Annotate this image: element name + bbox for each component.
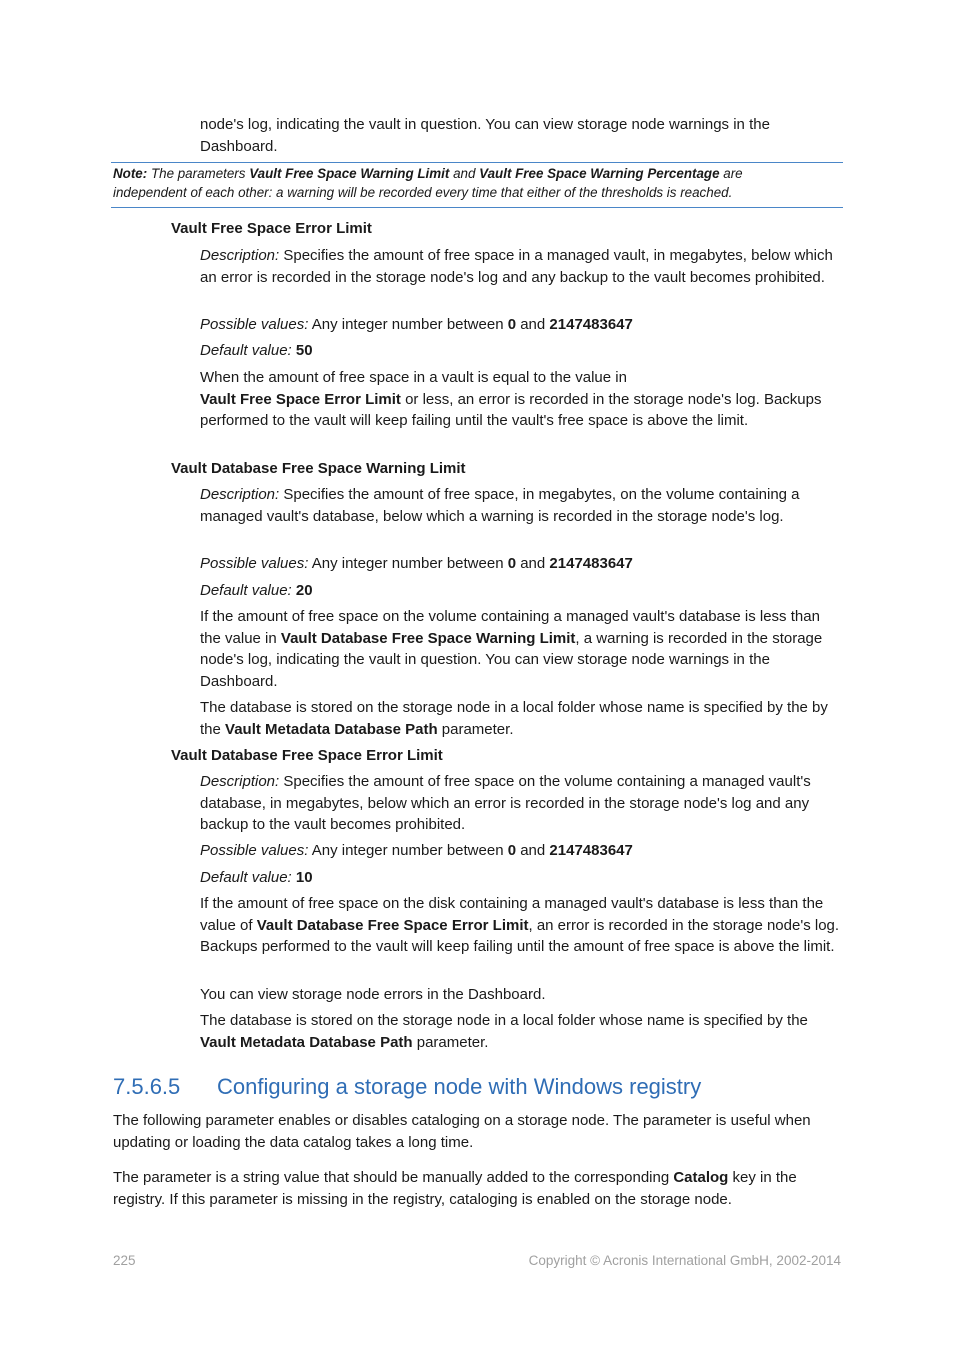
- param3-dashboard-note: You can view storage node errors in the Dashboard.: [200, 986, 546, 1003]
- paragraph-text: The parameter is a string value that should be manually added to the corresponding: [113, 1169, 674, 1186]
- database-note-text: parameter.: [437, 720, 514, 738]
- possible-values-text: Any integer number between: [308, 842, 508, 859]
- intro-line-2: Dashboard.: [200, 137, 278, 155]
- param-reference: Vault Metadata Database Path: [200, 1033, 413, 1051]
- default-value: 50: [295, 342, 313, 359]
- database-note-text: parameter.: [412, 1033, 489, 1051]
- explanation-text: If the amount of free space on the disk containing a managed vault's database is less than the value of: [200, 895, 824, 934]
- param-reference: Vault Database Free Space Warning Limit: [280, 629, 576, 647]
- param2-description: [200, 484, 842, 527]
- description-text: Specifies the amount of free space on the volume containing a managed vault's database, in megabytes, below which an error is recorded in the storage node's log and any backup to the vault becomes prohibited.: [200, 773, 811, 833]
- param1-default-value: [200, 340, 842, 362]
- param1-possible-values: [200, 314, 842, 336]
- section-paragraph-1: The following parameter enables or disables cataloging on a storage node. The parameter is useful when updating or loading the data catalog takes a long time.: [113, 1112, 811, 1151]
- param2-database-note: [200, 697, 842, 740]
- note-line-2: independent of each other: a warning will be recorded every time that either of the thresholds is reached.: [113, 185, 733, 200]
- min-value: 0: [507, 316, 517, 333]
- description-label: Description:: [200, 247, 280, 264]
- default-value-label: Default value:: [200, 582, 292, 599]
- param2-possible-values: [200, 553, 842, 575]
- max-value: 2147483647: [549, 316, 633, 333]
- param-reference: Vault Database Free Space Error Limit: [256, 916, 529, 934]
- catalog-key: Catalog: [673, 1169, 729, 1186]
- note-param-2: Vault Free Space Warning Percentage: [479, 166, 720, 181]
- param3-description: [200, 771, 842, 836]
- database-note-text: The database is stored on the storage node in a local folder whose name is specified by the: [200, 1012, 808, 1029]
- param1-description: [200, 245, 842, 288]
- note-line-1: [113, 164, 841, 183]
- max-value: 2147483647: [549, 842, 633, 859]
- max-value: 2147483647: [549, 555, 633, 572]
- param3-default-value: [200, 867, 842, 889]
- database-note-text: The database is stored on the storage node in a local folder whose name is specified by the by the: [200, 699, 828, 738]
- section-title: Configuring a storage node with Windows registry: [217, 1074, 702, 1099]
- section-number: 7.5.6.5: [113, 1074, 181, 1099]
- possible-values-label: Possible values:: [200, 842, 309, 859]
- possible-values-text: Any integer number between: [308, 316, 508, 333]
- default-value-label: Default value:: [200, 869, 292, 886]
- param1-explanation: [200, 367, 842, 432]
- note-param-1: Vault Free Space Warning Limit: [249, 166, 450, 181]
- min-value: 0: [507, 555, 517, 572]
- param3-explanation: [200, 893, 842, 958]
- default-value: 10: [295, 869, 313, 886]
- note-text-1: The parameters: [147, 166, 250, 181]
- param3-database-note: [200, 1010, 842, 1053]
- and-text: and: [516, 316, 550, 333]
- description-text: Specifies the amount of free space in a managed vault, in megabytes, below which an error is recorded in the storage node's log and any backup to the vault becomes prohibited.: [200, 247, 833, 286]
- min-value: 0: [507, 842, 517, 859]
- note-box: [111, 162, 843, 208]
- intro-line-1: node's log, indicating the vault in question. You can view storage node warnings in the: [200, 116, 770, 133]
- paragraph-text: key in the registry. If this parameter is missing in the registry, cataloging is enabled on the storage node.: [113, 1169, 797, 1208]
- note-label: Note:: [113, 166, 148, 181]
- default-value-label: Default value:: [200, 342, 292, 359]
- possible-values-label: Possible values:: [200, 555, 309, 572]
- description-label: Description:: [200, 486, 280, 503]
- default-value: 20: [295, 582, 313, 599]
- section-paragraph-2: [113, 1167, 843, 1211]
- description-label: Description:: [200, 773, 280, 790]
- copyright-text: Copyright © Acronis International GmbH, 2002-2014: [528, 1253, 841, 1268]
- description-text: Specifies the amount of free space, in megabytes, on the volume containing a managed vault's database, below which a warning is recorded in the storage node's log.: [200, 486, 800, 525]
- explanation-text: , a warning is recorded in the storage node's log, indicating the vault in question. You can view storage node warnings in the Dashboard.: [200, 629, 823, 690]
- and-text: and: [516, 555, 550, 572]
- possible-values-text: Any integer number between: [308, 555, 508, 572]
- param-heading-db-error-limit: Vault Database Free Space Error Limit: [171, 747, 443, 764]
- param-reference: Vault Metadata Database Path: [225, 720, 438, 738]
- explanation-text: , an error is recorded in the storage node's log. Backups performed to the vault will keep failing until the amount of free space is above the limit.: [200, 916, 840, 955]
- explanation-text: or less, an error is recorded in the storage node's log. Backups performed to the vault will keep failing until the vault's free space is above the limit.: [200, 390, 822, 429]
- param2-default-value: [200, 580, 842, 602]
- page-number: 225: [113, 1253, 136, 1268]
- note-text-3: are: [719, 166, 743, 181]
- explanation-line: When the amount of free space in a vault is equal to the value in: [200, 369, 627, 386]
- explanation-text: If the amount of free space on the volume containing a managed vault's database is less than the value in: [200, 608, 820, 647]
- param2-explanation: [200, 606, 842, 692]
- possible-values-label: Possible values:: [200, 316, 309, 333]
- param-heading-db-warning-limit: Vault Database Free Space Warning Limit: [171, 460, 466, 477]
- param-reference: Vault Free Space Error Limit: [200, 390, 401, 408]
- and-text: and: [516, 842, 550, 859]
- param3-possible-values: [200, 840, 842, 862]
- note-text-2: and: [449, 166, 480, 181]
- section-heading: [113, 1072, 843, 1102]
- intro-paragraph: [200, 114, 842, 157]
- param-heading-error-limit: Vault Free Space Error Limit: [171, 220, 372, 237]
